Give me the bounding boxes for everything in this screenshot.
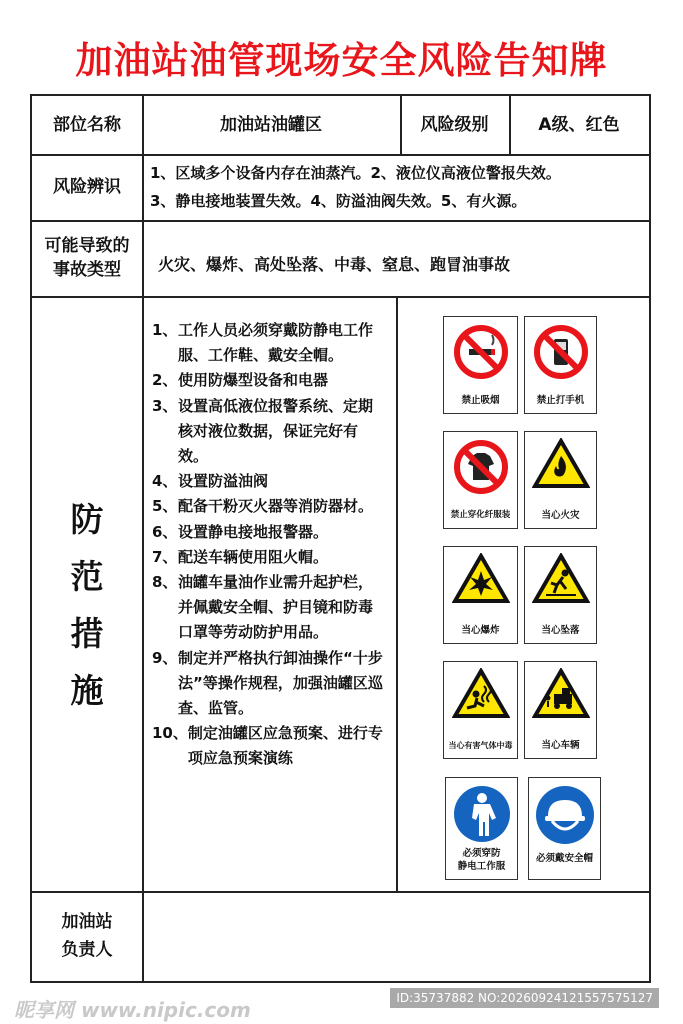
prevention-measures-list [152,318,384,772]
measure-number: 2、 [152,371,178,390]
sign-caption [446,847,517,873]
risk-identification-label: 风险辨识 [53,177,121,197]
measure-item-10 [152,721,384,771]
measure-item-4 [152,469,384,494]
accident-types-label-line-1: 可能导致的 [44,236,130,256]
measure-number: 7、 [152,547,178,566]
measure-text: 配备干粉灭火器等消防器材。 [178,497,374,516]
measure-text: 制定并严格执行卸油操作“十步法”等操作规程，加强油罐区巡查、监管。 [178,648,383,718]
risk-notice-table [30,94,651,983]
measure-number: 10、 [152,724,188,743]
sign-toxic-gas-warning [443,661,518,759]
measure-number: 4、 [152,472,178,491]
accident-types-label-line-2: 事故类型 [53,260,121,280]
measure-number: 5、 [152,497,178,516]
measure-item-8 [152,570,384,646]
watermark: 昵享网 www.nipic.com [14,998,251,1022]
antistatic-suit-icon [446,784,517,844]
prevention-label-char-3: 措 [70,614,104,653]
sign-caption: 禁止打手机 [536,395,585,406]
responsible-value [142,891,649,981]
prevention-label-char-2: 范 [70,557,104,596]
measure-item-3 [152,394,384,470]
sign-no-smoking [443,316,518,414]
fire-warning-icon [525,438,596,490]
explosion-warning-icon [444,553,517,605]
measure-number: 9、 [152,648,178,667]
sign-caption-line-2: 静电工作服 [457,861,506,872]
location-value: 加油站油罐区 [220,115,322,135]
sign-caption: 禁止穿化纤服装 [450,510,511,520]
sign-no-phone [524,316,597,414]
measure-item-9 [152,646,384,722]
sign-caption: 必须戴安全帽 [535,853,593,864]
sign-caption: 当心火灾 [541,510,580,521]
measure-text: 制定油罐区应急预案、进行专项应急预案演练 [187,724,383,768]
toxic-gas-warning-icon [444,668,517,720]
measure-text: 设置高低液位报警系统、定期核对液位数据，保证完好有效。 [178,396,374,466]
sign-caption: 当心有害气体中毒 [448,741,513,750]
sign-caption: 当心坠落 [541,625,580,636]
measure-number: 8、 [152,573,178,592]
measure-number: 1、 [152,321,178,339]
prevention-label-char-1: 防 [70,500,104,539]
measure-item-6 [152,520,384,545]
measure-item-7 [152,545,384,570]
no-smoking-icon [444,323,517,381]
responsible-label-line-1: 加油站 [61,912,113,932]
no-phone-icon [525,323,596,381]
sign-caption: 禁止吸烟 [461,395,500,406]
fall-warning-icon [525,553,596,605]
measure-text: 设置防溢油阀 [178,472,269,491]
image-id-label: ID:35737882 NO:20260924121557575127 [390,988,659,1008]
sign-caption: 当心爆炸 [461,625,500,636]
sign-fire-warning [524,431,597,529]
risk-level-value: A级、红色 [538,115,620,135]
measure-number: 6、 [152,522,178,541]
page-title: 加油站油管现场安全风险告知牌 [75,39,608,82]
location-label: 部位名称 [53,115,121,135]
safety-helmet-icon [529,784,600,846]
sign-vehicle-warning [524,661,597,759]
sign-explosion-warning [443,546,518,644]
measure-item-2 [152,368,384,393]
accident-types-value: 火灾、爆炸、高处坠落、中毒、窒息、跑冒油事故 [158,255,511,274]
sign-safety-helmet-mandatory [528,777,601,880]
risk-identification-line-1: 1、区域多个设备内存在油蒸汽。2、液位仪高液位警报失效。 [150,164,561,182]
no-synthetic-clothing-icon [444,438,517,496]
measure-text: 工作人员必须穿戴防静电工作服、工作鞋、戴安全帽。 [178,321,374,365]
risk-level-label: 风险级别 [420,115,489,135]
measure-number: 3、 [152,396,178,415]
risk-identification-line-2: 3、静电接地装置失效。4、防溢油阀失效。5、有火源。 [150,192,527,210]
sign-antistatic-suit-mandatory [445,777,518,880]
measure-text: 配送车辆使用阻火帽。 [178,547,329,566]
measure-item-1 [152,318,384,368]
measure-text: 使用防爆型设备和电器 [178,371,329,390]
responsible-label [32,891,142,981]
vehicle-warning-icon [525,668,596,720]
sign-fall-warning [524,546,597,644]
sign-no-synthetic-clothing [443,431,518,529]
measure-item-5 [152,494,384,519]
sign-caption-line-1: 必须穿防 [462,848,501,859]
measure-text: 设置静电接地报警器。 [178,522,329,541]
measure-text: 油罐车量油作业需升起护栏，并佩戴安全帽、护目镜和防毒口罩等劳动防护用品。 [178,573,374,642]
responsible-label-line-2: 负责人 [61,940,113,960]
accident-types-label [32,220,142,296]
sign-caption: 当心车辆 [541,740,580,751]
prevention-label-char-4: 施 [70,671,104,710]
